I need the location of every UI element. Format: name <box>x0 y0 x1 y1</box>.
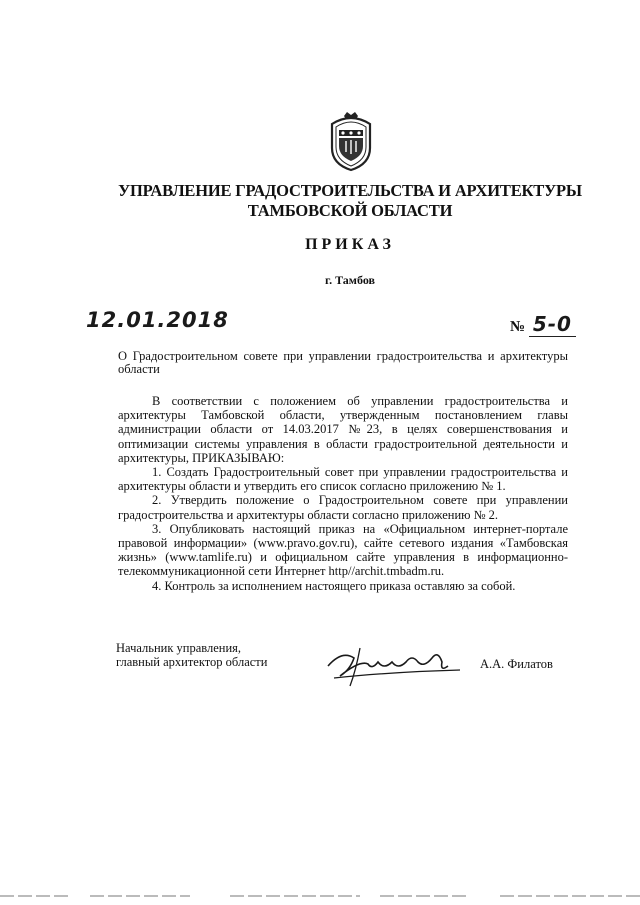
signatory-title-line2: главный архитектор области <box>116 655 268 669</box>
document-city: г. Тамбов <box>325 273 375 287</box>
document-date: 12.01.2018 <box>86 308 229 332</box>
order-item-4: 4. Контроль за исполнением настоящего приказа оставляю за собой. <box>152 578 516 593</box>
organization-title-line2: ТАМБОВСКОЙ ОБЛАСТИ <box>247 201 453 220</box>
organization-title-line1: УПРАВЛЕНИЕ ГРАДОСТРОИТЕЛЬСТВА И АРХИТЕКТУРЫ <box>118 181 582 200</box>
signatory-title-line1: Начальник управления, <box>116 641 242 655</box>
document-subject: О Градостроительном совете при управлении градостроительства и архитектуры области <box>118 349 568 376</box>
organization-title <box>100 181 600 221</box>
order-item-3: 3. Опубликовать настоящий приказ на «Официальном интернет-портале правовой информации» (www.pravo.gov.ru), сайте сетевого издания «Тамбовская жизнь» (www.tamlife.ru) и официальном сайте управления в информационно-телекоммуникационной сети Интернет http//archit.tmbadm.ru. <box>118 521 568 579</box>
document-body <box>118 394 568 593</box>
preamble: В соответствии с положением об управлении градостроительства и архитектуры Тамбовской области, утвержденным постановлением главы администрации области от 14.03.2017 №23, в целях совершенствования и оптимизации системы управления в области градостроительной деятельности и архитектуры, ПРИКАЗЫВАЮ: <box>118 394 568 465</box>
number-value: 5-0 <box>529 312 576 337</box>
document-number <box>510 312 576 336</box>
handwritten-signature <box>320 640 470 690</box>
tambov-coat-of-arms-icon <box>326 110 376 172</box>
signatory-title <box>116 641 316 669</box>
scan-edge-line <box>0 893 640 899</box>
number-label: № <box>510 319 526 335</box>
signatory-name: А.А. Филатов <box>480 657 553 671</box>
order-item-1: 1. Создать Градостроительный совет при управлении градостроительства и архитектуры области и утвердить его список согласно приложению № 1. <box>118 465 568 494</box>
document-type: ПРИКАЗ <box>305 236 395 253</box>
order-item-2: 2. Утвердить положение о Градостроительном совете при управлении градостроительства и архитектуры области согласно приложению № 2. <box>118 493 568 522</box>
